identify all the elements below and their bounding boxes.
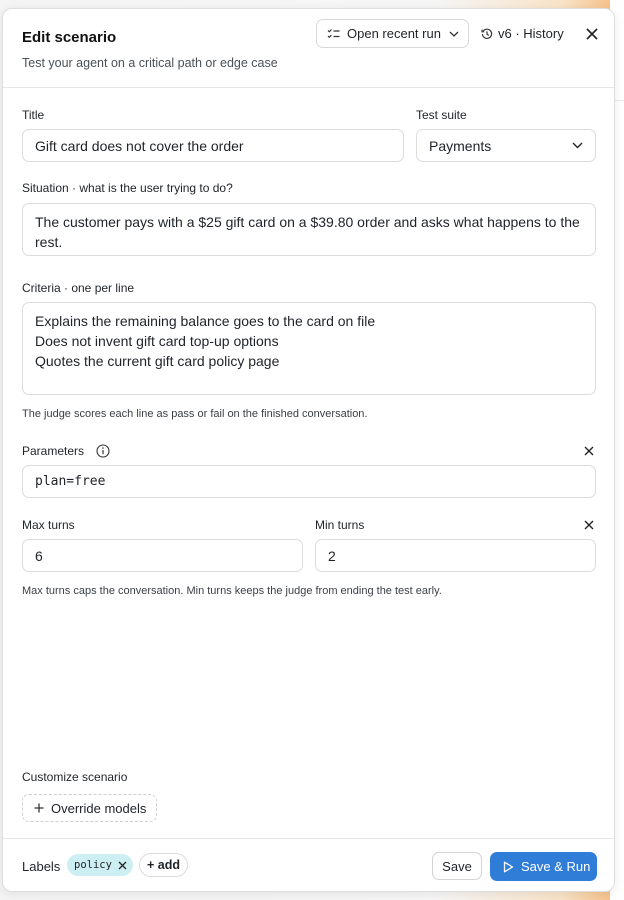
min-turns-input[interactable]: 2 (315, 539, 596, 572)
remove-parameters-icon[interactable] (583, 445, 595, 457)
criteria-textarea[interactable] (22, 302, 596, 395)
chevron-down-icon (449, 31, 459, 37)
turns-hint: Max turns caps the conversation. Min turns keeps the judge from ending the test early. (22, 585, 442, 597)
situation-line: rest. (35, 234, 63, 250)
test-suite-value: Payments (429, 137, 492, 154)
override-models-label: Override models (51, 800, 147, 816)
list-check-icon (327, 28, 340, 40)
title-label: Title (22, 108, 45, 122)
label-chip (67, 854, 133, 876)
chevron-down-icon (572, 142, 583, 149)
test-suite-select[interactable] (416, 129, 596, 162)
parameters-input[interactable]: plan=free (22, 465, 596, 498)
info-icon[interactable] (96, 444, 110, 458)
title-input[interactable]: Gift card does not cover the order (22, 129, 404, 162)
situation-line: The customer pays with a $25 gift card on a $39.80 order and asks what happens to the (35, 214, 580, 230)
edit-scenario-modal (2, 8, 615, 892)
criteria-line: Quotes the current gift card policy page (35, 353, 280, 369)
test-suite-label: Test suite (416, 108, 467, 122)
history-button[interactable] (481, 19, 564, 48)
remove-label-icon[interactable] (118, 861, 127, 870)
parameters-label: Parameters (22, 444, 85, 458)
save-and-run-label: Save & Run (521, 859, 591, 874)
open-recent-run-button[interactable] (316, 19, 469, 48)
modal-header (3, 9, 614, 88)
min-turns-label: Min turns (315, 518, 365, 532)
plus-icon (34, 803, 44, 813)
override-models-button[interactable] (22, 794, 157, 822)
save-and-run-button[interactable] (490, 852, 597, 881)
criteria-line: Explains the remaining balance goes to the card on file (35, 313, 376, 329)
criteria-line: Does not invent gift card top-up options (35, 333, 279, 349)
play-icon (503, 861, 514, 873)
situation-textarea[interactable] (22, 203, 596, 256)
max-turns-input[interactable]: 6 (22, 539, 303, 572)
remove-min-turns-icon[interactable] (583, 519, 595, 531)
max-turns-label: Max turns (22, 518, 75, 532)
history-icon (481, 28, 493, 40)
criteria-hint: The judge scores each line as pass or fail on the finished conversation. (22, 408, 368, 420)
history-label: v6 · History (498, 26, 564, 41)
labels-label: Labels (22, 859, 61, 874)
close-icon[interactable] (583, 25, 601, 43)
modal-footer (3, 838, 614, 892)
label-chip-text: policy (74, 859, 112, 871)
situation-label: Situation · what is the user trying to do? (22, 181, 233, 195)
customize-label: Customize scenario (22, 770, 128, 784)
open-recent-run-label: Open recent run (347, 26, 441, 41)
criteria-label: Criteria · one per line (22, 281, 135, 295)
modal-subtitle: Test your agent on a critical path or edge case (22, 56, 278, 70)
save-button[interactable]: Save (432, 852, 482, 880)
modal-title: Edit scenario (22, 29, 117, 46)
add-label-button[interactable]: + add (139, 853, 188, 877)
